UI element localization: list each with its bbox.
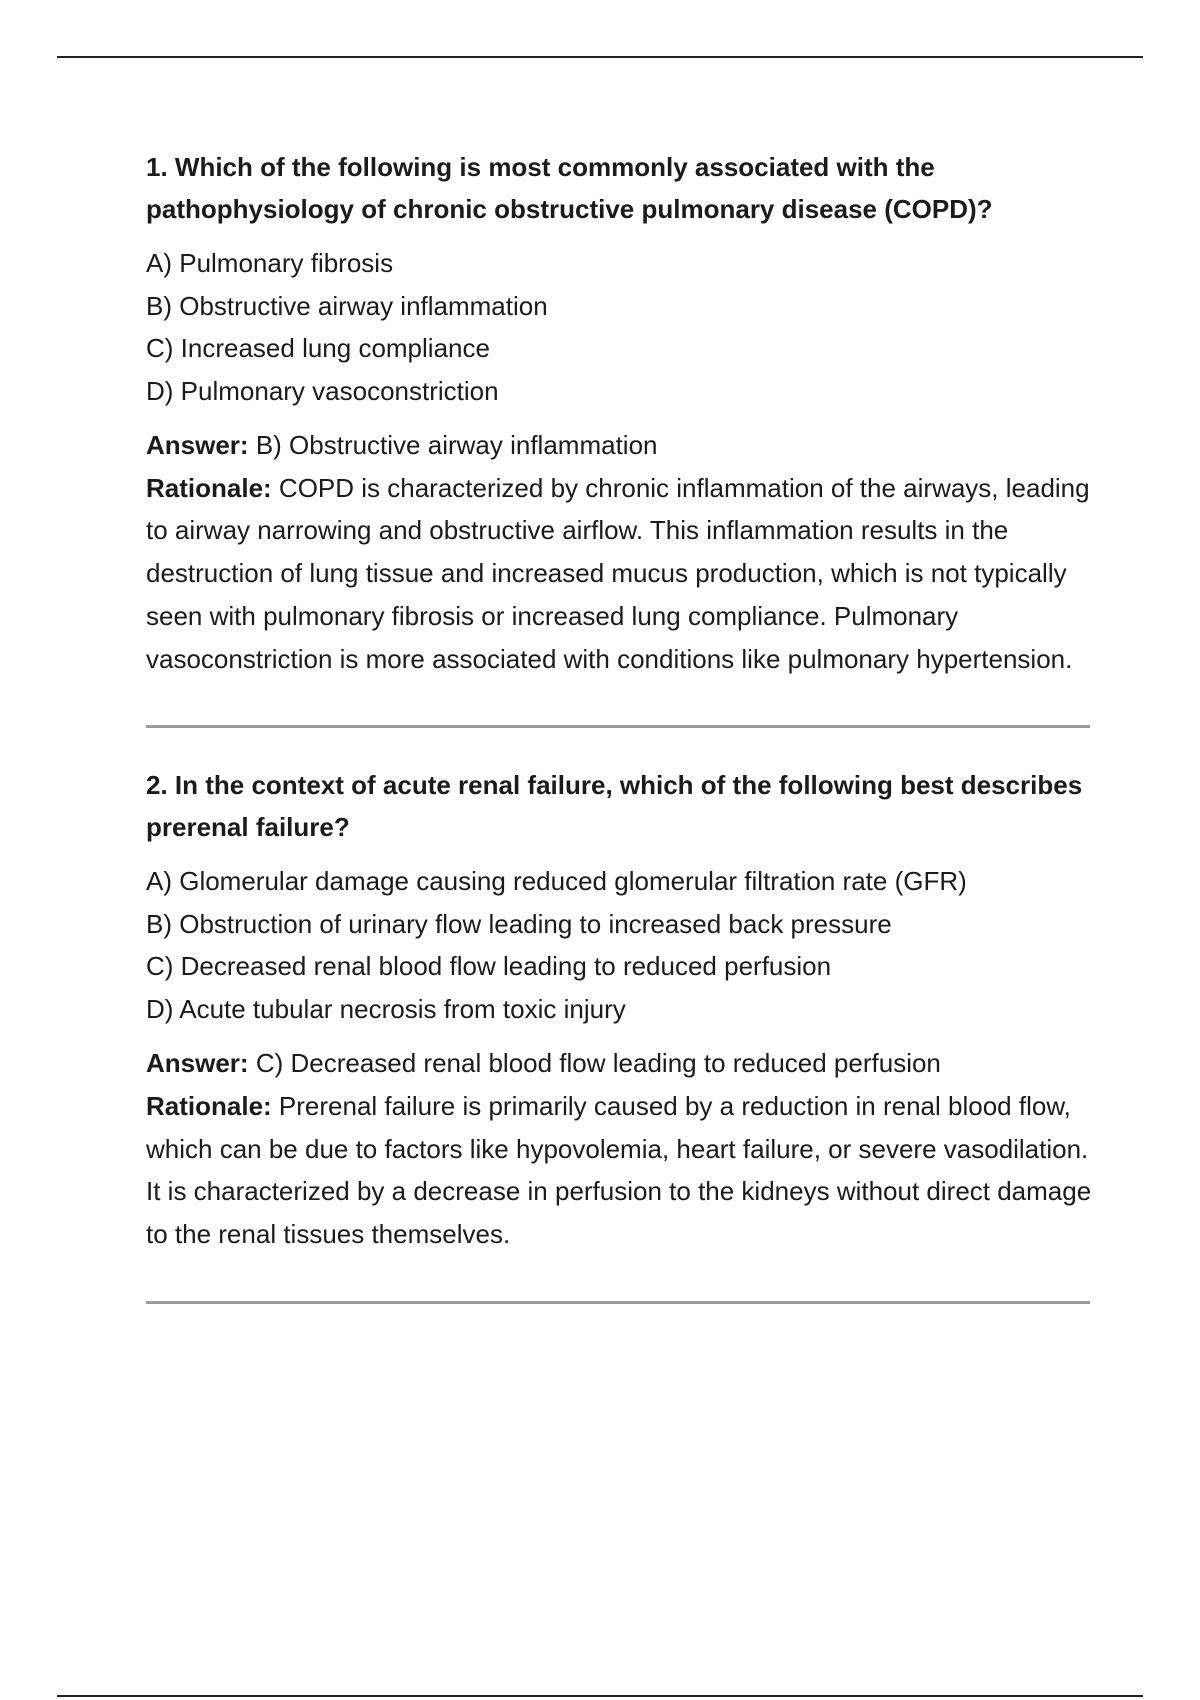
page-bottom-rule xyxy=(57,1695,1143,1697)
question-2-option-d: D) Acute tubular necrosis from toxic injury xyxy=(146,993,626,1024)
question-1-answer xyxy=(146,424,1096,467)
question-2-rationale-text: Prerenal failure is primarily caused by a reduction in renal blood flow, which can be due to factors like hypovolemia, heart failure, or severe vasodilation. It is characterized by a decrease in perfusion to the kidneys without direct damage to the renal tissues themselves. xyxy=(146,1090,1092,1250)
question-1-options xyxy=(146,242,1096,412)
question-2-answer-label: Answer: xyxy=(146,1048,249,1079)
question-1-option-c: C) Increased lung compliance xyxy=(146,333,490,363)
question-1-rationale-text: COPD is characterized by chronic inflammation of the airways, leading to airway narrowing and obstructive airflow. This inflammation results in the destruction of lung tissue and increased mucus production, which is not typically seen with pulmonary fibrosis or increased lung compliance. Pulmonary vasoconstriction is more associated with conditions like pulmonary hypertension. xyxy=(146,472,1090,674)
question-1-option-a: A) Pulmonary fibrosis xyxy=(146,248,394,278)
question-2-option-a: A) Glomerular damage causing reduced glomerular filtration rate (GFR) xyxy=(146,866,967,897)
question-1-rationale-label: Rationale: xyxy=(146,472,272,503)
question-2-answer xyxy=(146,1042,1096,1085)
question-2-text: 2. In the context of acute renal failure, which of the following best describes prerenal failure? xyxy=(146,770,1083,843)
question-2-options xyxy=(146,860,1096,1030)
page-top-rule xyxy=(57,56,1143,58)
question-1-answer-label: Answer: xyxy=(146,430,249,460)
question-block-2 xyxy=(146,764,1096,1256)
section-divider-1 xyxy=(146,725,1090,728)
question-2-rationale xyxy=(146,1085,1096,1256)
question-1-answer-value: B) Obstructive airway inflammation xyxy=(255,430,658,460)
question-block-1 xyxy=(146,146,1096,680)
question-1-option-b: B) Obstructive airway inflammation xyxy=(146,290,548,321)
document-content xyxy=(146,146,1096,1340)
question-2-answer-value: C) Decreased renal blood flow leading to reduced perfusion xyxy=(255,1048,941,1079)
question-1-rationale xyxy=(146,467,1096,681)
question-2-option-b: B) Obstruction of urinary flow leading to increased back pressure xyxy=(146,908,892,939)
question-2-option-c: C) Decreased renal blood flow leading to reduced perfusion xyxy=(146,951,832,982)
question-1-option-d: D) Pulmonary vasoconstriction xyxy=(146,375,499,406)
question-2-rationale-label: Rationale: xyxy=(146,1090,272,1121)
question-1-text: 1. Which of the following is most commonly associated with the pathophysiology of chronic obstructive pulmonary disease (COPD)? xyxy=(146,152,993,224)
section-divider-2 xyxy=(146,1301,1090,1304)
